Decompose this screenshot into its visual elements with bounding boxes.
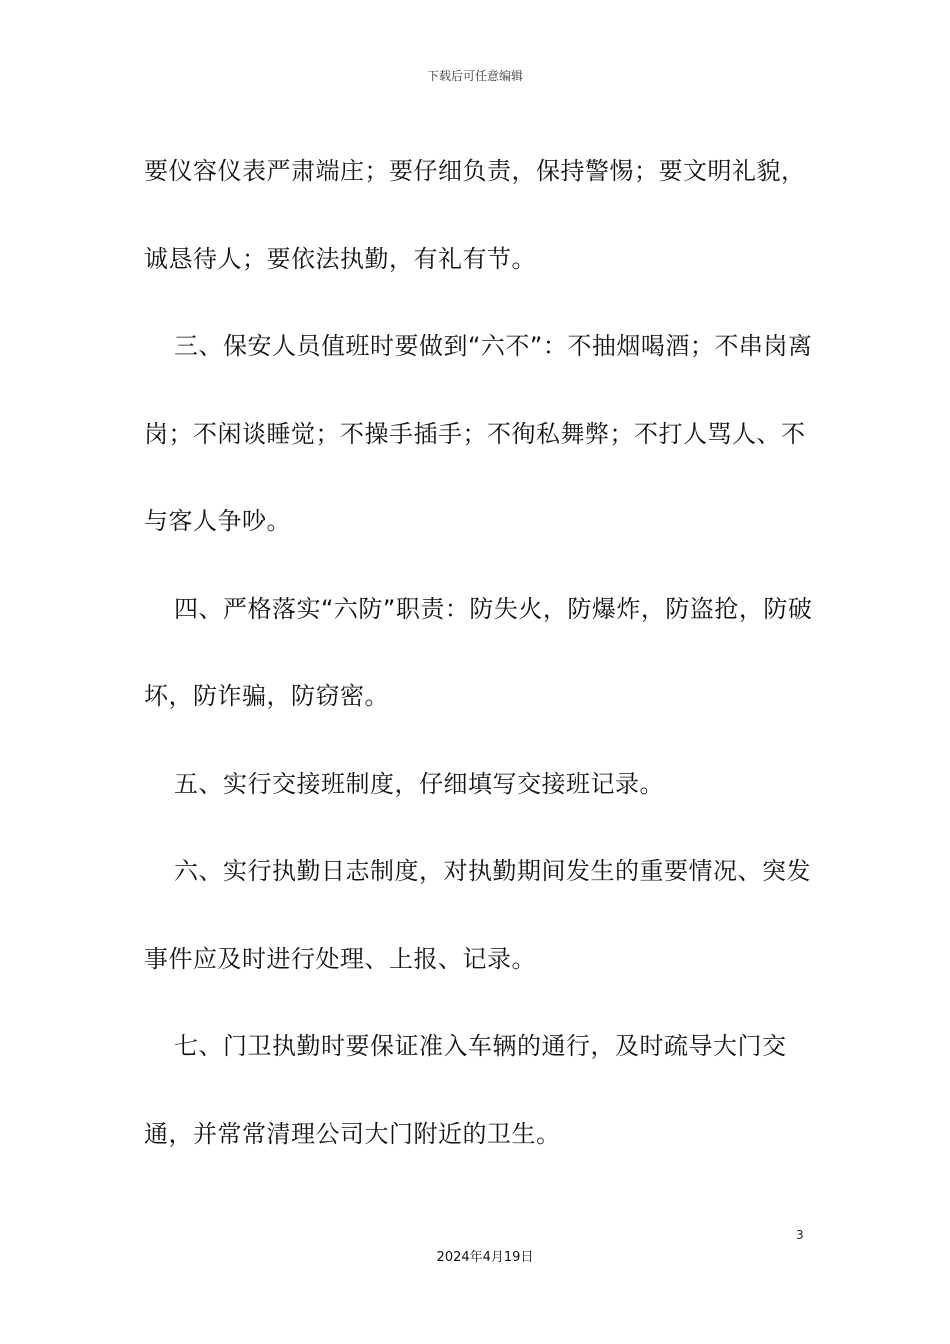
- paragraph-shift-handover: 五、实行交接班制度，仔细填写交接班记录。: [174, 769, 664, 798]
- page-footer-date: 2024年4月19日: [436, 1250, 534, 1265]
- paragraph-six-preventions: 四、严格落实“六防”职责：防失火，防爆炸，防盗抢，防破坏，防诈骗，防窃密。: [144, 594, 813, 710]
- page-header: 下载后可任意编辑: [426, 69, 523, 83]
- paragraph-gate-duty: 七、门卫执勤时要保证准入车辆的通行，及时疏导大门交通，并常常清理公司大门附近的卫生。: [144, 1032, 787, 1148]
- paragraph-six-donts: 三、保安人员值班时要做到“六不”：不抽烟喝酒；不串岗离岗；不闲谈睡觉；不操手插手；不徇私舞弊；不打人骂人、不与客人争吵。: [144, 332, 813, 535]
- paragraph-duty-log: 六、实行执勤日志制度，对执勤期间发生的重要情况、突发事件应及时进行处理、上报、记录。: [144, 857, 811, 973]
- document-body: [144, 128, 814, 1178]
- paragraph-conduct-requirements: 要仪容仪表严肃端庄；要仔细负责，保持警惕；要文明礼貌，诚恳待人；要依法执勤，有礼有节。: [144, 157, 806, 273]
- page-number: 3: [796, 1228, 804, 1242]
